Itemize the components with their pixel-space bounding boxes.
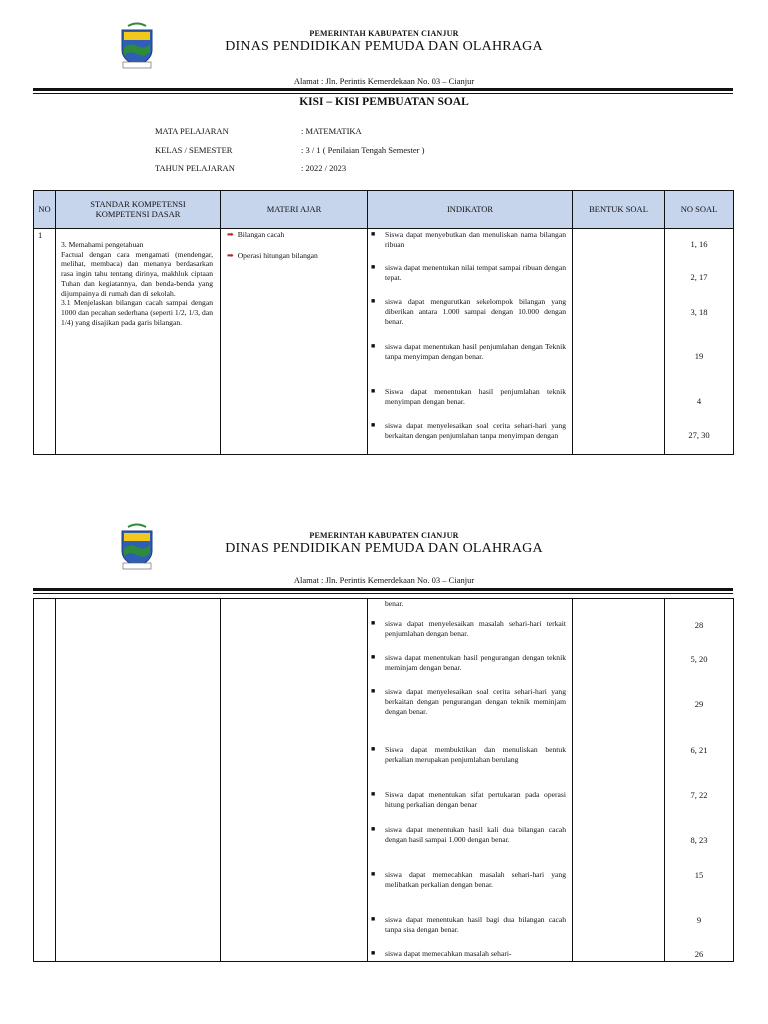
indicator-text: siswa dapat menyelesaikan masalah sehari-hari terkait penjumlahan dengan benar. (385, 619, 566, 638)
question-numbers: 8, 23 (690, 835, 708, 845)
kd-paragraph-3: 3.1 Menjelaskan bilangan cacah sampai dengan 1000 dan pecahan sederhana (seperti 1/2, 1/3, dan 1/4) yang disajikan pada garis bilangan. (61, 298, 213, 327)
department-name: DINAS PENDIDIKAN PEMUDA DAN OLAHRAGA (225, 39, 543, 54)
header-rule-thin (33, 93, 733, 94)
indicator-text: siswa dapat menentukan nilai tempat sampai ribuan dengan tepat. (385, 263, 566, 282)
square-bullet-icon: ■ (371, 915, 376, 923)
indicator-text: siswa dapat menentukan hasil pengurangan dengan teknik meminjam dengan benar. (385, 653, 566, 672)
square-bullet-icon: ■ (371, 387, 376, 395)
document-page-2 (0, 505, 768, 1024)
cell-indikator (368, 229, 573, 455)
square-bullet-icon: ■ (371, 619, 376, 627)
question-numbers: 26 (694, 949, 704, 959)
indicator-item (371, 421, 566, 441)
question-numbers: 15 (694, 870, 704, 880)
header-rule-thick (33, 88, 733, 91)
document-title: KISI – KISI PEMBUATAN SOAL (299, 96, 469, 108)
info-value-year: : 2022 / 2023 (301, 163, 347, 173)
materi-label: Operasi hitungan bilangan (237, 251, 318, 260)
square-bullet-icon: ■ (371, 825, 376, 833)
cell-no-soal (665, 599, 734, 962)
square-bullet-icon: ■ (371, 653, 376, 661)
header-rule-thin (33, 593, 733, 594)
indicator-item (371, 915, 566, 935)
indicator-text: benar. (385, 599, 404, 608)
col-header-kd (56, 191, 221, 229)
square-bullet-icon: ■ (371, 421, 376, 429)
square-bullet-icon: ■ (371, 790, 376, 798)
indicator-text: Siswa dapat membuktikan dan menuliskan bentuk perkalian merupakan penjumlahan berulang (385, 745, 566, 764)
materi-item-1 (227, 230, 367, 240)
indicator-text: siswa dapat mengurutkan sekelompok bilangan yang diberikan antara 1.000 sampai dengan 10.000 dengan benar. (385, 297, 566, 326)
table-header-row (34, 191, 734, 229)
question-numbers: 5, 20 (690, 654, 708, 664)
table-row (34, 599, 734, 962)
cell-bentuk (573, 229, 665, 455)
indicator-text: Siswa dapat menyebutkan dan menuliskan nama bilangan ribuan (385, 230, 566, 249)
cell-kd (56, 599, 221, 962)
question-numbers: 1, 16 (690, 239, 708, 249)
document-page-1 (0, 0, 768, 470)
square-bullet-icon: ■ (371, 342, 376, 350)
question-numbers: 4 (696, 396, 702, 406)
indicator-item (371, 263, 566, 283)
indicator-text: siswa dapat memecahkan masalah sehari-hari yang melibatkan perkalian dengan benar. (385, 870, 566, 889)
col-header-materi: MATERI AJAR (221, 191, 368, 229)
col-header-kd-line1: STANDAR KOMPETENSI (90, 198, 186, 209)
government-name: PEMERINTAH KABUPATEN CIANJUR (309, 531, 459, 540)
square-bullet-icon: ■ (371, 687, 376, 695)
indicator-text: Siswa dapat menentukan hasil penjumlahan teknik menyimpan dengan benar. (385, 387, 566, 406)
address: Alamat : Jln. Perintis Kemerdekaan No. 03 – Cianjur (293, 575, 475, 585)
kd-paragraph-1: 3. Memahami pengetahuan (61, 240, 144, 249)
cell-no (34, 599, 56, 962)
square-bullet-icon: ■ (371, 745, 376, 753)
header-rule-thick (33, 588, 733, 591)
col-header-no-soal: NO SOAL (665, 191, 734, 229)
table-row (34, 229, 734, 455)
indicator-item (371, 949, 566, 959)
arrow-bullet-icon: ➡ (227, 230, 234, 239)
indicator-continuation (376, 599, 566, 609)
materi-label: Bilangan cacah (237, 230, 285, 239)
cell-bentuk (573, 599, 665, 962)
col-header-kd-line2: KOMPETENSI DASAR (95, 208, 181, 219)
question-numbers: 2, 17 (690, 272, 708, 282)
kisi-table-page-1 (33, 190, 734, 455)
kd-paragraph-2: Factual dengan cara mengamati (mendengar, melihat, membaca) dan menanya berdasarkan rasa ingin tahu tentang dirinya, makhluk ciptaan Tuhan dan kegiatannya, dan benda-benda yang dijumpainya di rumah dan di sekolah. (61, 249, 213, 298)
info-label-year: TAHUN PELAJARAN (155, 163, 235, 173)
question-numbers: 3, 18 (690, 307, 708, 317)
indicator-item (371, 342, 566, 362)
info-label-class: KELAS / SEMESTER (155, 145, 233, 155)
indicator-text: siswa dapat menentukan hasil penjumlahan dengan Teknik tanpa menyimpan dengan benar. (385, 342, 566, 361)
cell-no-soal (665, 229, 734, 455)
cell-materi (221, 599, 368, 962)
question-numbers: 7, 22 (690, 790, 708, 800)
kisi-table-page-2 (33, 598, 734, 962)
indicator-item (371, 790, 566, 810)
square-bullet-icon: ■ (371, 263, 376, 271)
kd-text (61, 240, 213, 327)
indicator-text: siswa dapat memecahkan masalah sehari- (385, 949, 512, 958)
indicator-item (371, 619, 566, 639)
question-numbers: 29 (694, 699, 704, 709)
cell-materi (221, 229, 368, 455)
indicator-text: siswa dapat menentukan hasil bagi dua bilangan cacah tanpa sisa dengan benar. (385, 915, 566, 934)
cell-no (34, 229, 56, 455)
indicator-text: siswa dapat menentukan hasil kali dua bilangan cacah dengan hasil sampai 1.000 dengan benar. (385, 825, 566, 844)
square-bullet-icon: ■ (371, 949, 376, 957)
row-number: 1 (38, 230, 43, 240)
page-gap (0, 470, 768, 505)
indicator-item (371, 870, 566, 890)
square-bullet-icon: ■ (371, 297, 376, 305)
square-bullet-icon: ■ (371, 870, 376, 878)
question-numbers: 19 (694, 351, 704, 361)
square-bullet-icon: ■ (371, 230, 376, 238)
question-numbers: 28 (694, 620, 704, 630)
info-value-class: : 3 / 1 ( Penilaian Tengah Semester ) (301, 145, 425, 155)
indicator-text: siswa dapat menyelesaikan soal cerita sehari-hari yang berkaitan dengan pengurangan dengan teknik meminjam dengan benar. (385, 687, 566, 716)
question-numbers: 9 (696, 915, 702, 925)
info-value-subject: : MATEMATIKA (301, 126, 362, 136)
indicator-item (371, 825, 566, 845)
materi-item-2 (227, 251, 367, 261)
indicator-text: Siswa dapat menentukan sifat pertukaran pada operasi hitung perkalian dengan benar (385, 790, 566, 809)
question-numbers: 6, 21 (690, 745, 708, 755)
cell-kd (56, 229, 221, 455)
info-label-subject: MATA PELAJARAN (155, 126, 229, 136)
col-header-bentuk: BENTUK SOAL (573, 191, 665, 229)
indicator-item (371, 387, 566, 407)
indicator-item (371, 297, 566, 327)
col-header-indikator: INDIKATOR (368, 191, 573, 229)
indicator-item (371, 230, 566, 250)
government-name: PEMERINTAH KABUPATEN CIANJUR (309, 29, 459, 38)
indicator-text: siswa dapat menyelesaikan soal cerita sehari-hari yang berkaitan dengan penjumlahan tanpa menyimpan dengan (385, 421, 566, 440)
indicator-item (371, 653, 566, 673)
question-numbers: 27, 30 (688, 430, 710, 440)
cell-indikator (368, 599, 573, 962)
address: Alamat : Jln. Perintis Kemerdekaan No. 03 – Cianjur (293, 76, 475, 86)
arrow-bullet-icon: ➡ (227, 251, 234, 260)
department-name: DINAS PENDIDIKAN PEMUDA DAN OLAHRAGA (225, 541, 543, 556)
indicator-item (371, 687, 566, 717)
indicator-item (371, 745, 566, 765)
col-header-no: NO (34, 191, 56, 229)
